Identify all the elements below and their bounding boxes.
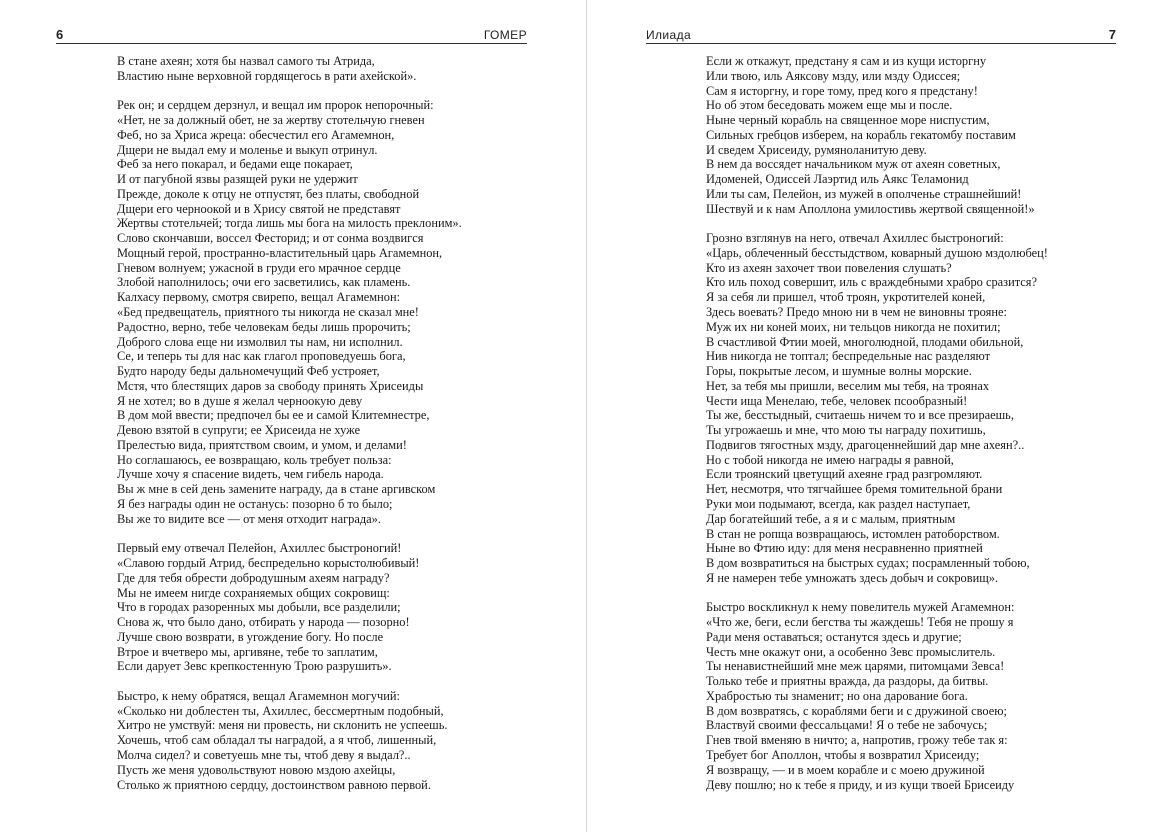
verse-line: Или ты сам, Пелейон, из мужей в ополченье страшнейший!: [706, 186, 1022, 201]
verse-line: Шествуй и к нам Аполлона умилостивь жертвой священной!»: [706, 201, 1035, 216]
verse-line: Феб за него покарал, и бедами еще покарает,: [117, 157, 353, 172]
verse-line: Я не хотел; во в душе я желал черноокую деву: [117, 393, 363, 408]
verse-line: В дом возвратясь, с кораблями беги и с дружиной своею;: [706, 703, 1007, 718]
verse-line: Дщери не выдал ему и моленье и выкуп отринул.: [117, 142, 378, 157]
verse-line: Деву пошлю; но к тебе я приду, и из кущи твоей Брисеиду: [706, 777, 1015, 792]
left-poem-text: [117, 54, 462, 792]
verse-line: Ты же, бесстыдный, считаешь ничем то и все презираешь,: [706, 408, 1014, 423]
page-spine-divider: [586, 0, 587, 832]
left-header-rule: [56, 43, 527, 44]
verse-line: Кто из ахеян захочет твои повеления слушать?: [706, 260, 952, 275]
right-poem-text: [706, 54, 1048, 792]
right-header-rule: [646, 43, 1116, 44]
left-page: [0, 0, 585, 832]
right-running-title: Илиада: [646, 28, 692, 42]
verse-line: Гнев твой вменяю в ничто; а, напротив, грожу тебе так я:: [706, 733, 1008, 748]
verse-line: Но с тобой никогда не имею награды я равной,: [706, 452, 954, 467]
verse-line: Властию ныне верховной гордящегось в рати ахейской».: [117, 68, 417, 83]
verse-line: Снова ж, что было дано, отбирать у народа — позорно!: [117, 615, 410, 630]
right-page-number: 7: [1108, 27, 1116, 42]
verse-line: Ты угрожаешь и мне, что мою ты награду похитишь,: [706, 423, 986, 438]
stanza-gap: [117, 674, 462, 689]
verse-line: Первый ему отвечал Пелейон, Ахиллес быстроногий!: [117, 541, 402, 556]
verse-line: Мощный герой, пространно-властительный царь Агамемнон,: [117, 245, 443, 260]
verse-line: Или твою, иль Аяксову мзду, или мзду Одиссея;: [706, 68, 961, 83]
verse-line: И от пагубной язвы разящей руки не удержит: [117, 172, 358, 187]
stanza-gap: [706, 216, 1048, 231]
verse-line: Гневом волнуем; ужасной в груди его мрачное сердце: [117, 260, 401, 275]
verse-line: Ради меня оставаться; останутся здесь и другие;: [706, 629, 962, 644]
verse-line: Слово скончавши, воссел Фесторид; и от сонма воздвигся: [117, 231, 424, 246]
verse-line: Вы ж мне в сей день замените награду, да в стане аргивском: [117, 482, 436, 497]
stanza-gap: [706, 586, 1048, 601]
verse-line: «Царь, облеченный бесстыдством, коварный душою мздолюбец!: [706, 245, 1048, 260]
verse-line: Ты ненавистнейший мне меж царями, питомцами Зевса!: [706, 659, 1005, 674]
verse-line: Мстя, что блестящих даров за свободу принять Хрисеиды: [117, 378, 424, 393]
verse-line: Дщери его черноокой и в Хрису святой не представят: [117, 201, 401, 216]
left-page-number: 6: [56, 27, 64, 42]
verse-line: Что в городах разоренных мы добыли, все разделили;: [117, 600, 401, 615]
verse-line: Идоменей, Одиссей Лаэртид иль Аякс Теламонид: [706, 172, 969, 187]
verse-line: Я без награды один не останусь: позорно б то было;: [117, 496, 393, 511]
verse-line: Но об этом беседовать можем еще мы и после.: [706, 98, 953, 113]
verse-line: Радостно, верно, тебе человекам беды лишь пророчить;: [117, 319, 411, 334]
verse-line: Прежде, доколе к отцу не отпустят, без платы, свободной: [117, 186, 420, 201]
verse-line: Мы не имеем нигде сохраняемых общих сокровищ:: [117, 585, 390, 600]
verse-line: Но соглашаюсь, ее возвращаю, коль требует польза:: [117, 452, 392, 467]
verse-line: Доброго слова еще ни измолвил ты нам, ни исполнил.: [117, 334, 403, 349]
verse-line: Я не намерен тебе умножать здесь добыч и сокровищ».: [706, 570, 999, 585]
verse-line: «Что же, беги, если бегства ты жаждешь! Тебя не прошу я: [706, 615, 1014, 630]
verse-line: Молча сидел? и советуешь мне ты, чтоб деву я выдал?..: [117, 747, 411, 762]
verse-line: Столько ж приятною сердцу, достоинством равною первой.: [117, 777, 431, 792]
verse-line: Храбростью ты знаменит; но она дарование бога.: [706, 688, 968, 703]
verse-line: Втрое и вчетверо мы, аргивяне, тебе то заплатим,: [117, 644, 378, 659]
left-running-head: [56, 27, 527, 43]
verse-line: В нем да воссядет начальником муж от ахеян советных,: [706, 157, 1001, 172]
verse-line: Кто иль поход совершит, иль с враждебными храбро сразится?: [706, 275, 1037, 290]
verse-line: В счастливой Фтии моей, многолюдной, плодами обильной,: [706, 334, 1024, 349]
verse-line: Вы же то видите все — от меня отходит награда».: [117, 511, 381, 526]
verse-line: В дом возвратиться на быстрых судах; посрамленный тобою,: [706, 556, 1030, 571]
verse-line: Если троянский цветущий ахеяне град разгромляют.: [706, 467, 983, 482]
verse-line: В стан не ропща возвращаюсь, истомлен ратоборством.: [706, 526, 1000, 541]
verse-line: «Сколько ни доблестен ты, Ахиллес, бессмертным подобный,: [117, 703, 444, 718]
verse-line: Се, и теперь ты для нас как глагол проповедуешь бога,: [117, 349, 406, 364]
right-running-head: [646, 27, 1116, 43]
verse-line: В дом мой ввести; предпочел бы ее и самой Клитемнестре,: [117, 408, 430, 423]
verse-line: Грозно взглянув на него, отвечал Ахиллес быстроногий:: [706, 231, 1004, 246]
verse-line: «Нет, не за должный обет, не за жертву стотельчую гневен: [117, 113, 425, 128]
verse-line: Здесь воевать? Предо мною ни в чем не виновны трояне:: [706, 305, 1007, 320]
verse-line: Быстро воскликнул к нему повелитель мужей Агамемнон:: [706, 600, 1015, 615]
verse-line: Честь мне окажут они, а особенно Зевс промыслитель.: [706, 644, 996, 659]
verse-line: Требует бог Аполлон, чтобы я возвратил Хрисеиду;: [706, 747, 980, 762]
verse-line: Феб, но за Хриса жреца: обесчестил его Агамемнон,: [117, 127, 395, 142]
verse-line: Нет, за тебя мы пришли, веселим мы тебя, на троянах: [706, 378, 990, 393]
verse-line: Дар богатейший тебе, а я и с малым, приятным: [706, 511, 956, 526]
verse-line: Ныне черный корабль на священное море ниспустим,: [706, 113, 990, 128]
verse-line: Ныне во Фтию иду: для меня несравненно приятней: [706, 541, 983, 556]
verse-line: В стане ахеян; хотя бы назвал самого ты Атрида,: [117, 54, 375, 68]
verse-line: Будто народу беды дальномечущий Феб устрояет,: [117, 364, 380, 379]
verse-line: Я возвращу, — и в моем корабле и с моею дружиной: [706, 762, 985, 777]
verse-line: Властвуй своими фессальцами! Я о тебе не забочусь;: [706, 718, 988, 733]
stanza-gap: [117, 84, 462, 99]
verse-line: Чести ища Менелаю, тебе, человек псообразный!: [706, 393, 968, 408]
left-running-title: ГОМЕР: [483, 28, 527, 42]
verse-line: Калхасу первому, смотря свирепо, вещал Агамемнон:: [117, 290, 401, 305]
verse-line: Где для тебя обрести добродушным ахеям награду?: [117, 570, 390, 585]
verse-line: Нет, несмотря, что тягчайшее бремя томительной брани: [706, 482, 1003, 497]
verse-line: Руки мои подымают, всегда, как раздел наступает,: [706, 496, 971, 511]
verse-line: Если дарует Зевс крепкостенную Трою разрушить».: [117, 659, 392, 674]
verse-line: Хочешь, чтоб сам обладал ты наградой, а я чтоб, лишенный,: [117, 733, 437, 748]
verse-line: Если ж откажут, предстану я сам и из кущи исторгну: [706, 54, 987, 68]
verse-line: Только тебе и приятны вражда, да раздоры, да битвы.: [706, 674, 989, 689]
verse-line: «Бед предвещатель, приятного ты никогда не сказал мне!: [117, 305, 419, 320]
verse-line: Прелестью вида, приятством своим, и умом, и делами!: [117, 437, 407, 452]
verse-line: Быстро, к нему обратяся, вещал Агамемнон могучий:: [117, 688, 400, 703]
verse-line: Злобой наполнилось; очи его засветились, как пламень.: [117, 275, 411, 290]
verse-line: Пусть же меня удовольствуют новою мздою ахейцы,: [117, 762, 396, 777]
right-page: [588, 0, 1173, 832]
verse-line: Жертвы стотельчей; тогда лишь мы бога на милость преклоним».: [117, 216, 462, 231]
verse-line: Лучше хочу я спасение видеть, чем гибель народа.: [117, 467, 384, 482]
verse-line: Я за себя ли пришел, чтоб троян, укротителей коней,: [706, 290, 986, 305]
verse-line: Сам я исторгну, и горе тому, пред кого я предстану!: [706, 83, 978, 98]
verse-line: Хитро не умствуй: меня ни провесть, ни склонить не успеешь.: [117, 718, 448, 733]
verse-line: Нив никогда не топтал; беспредельные нас разделяют: [706, 349, 991, 364]
verse-line: Девою взятой в супруги; ее Хрисеида не хуже: [117, 423, 361, 438]
verse-line: Сильных гребцов изберем, на корабль гекатомбу поставим: [706, 127, 1016, 142]
verse-line: Рек он; и сердцем дерзнул, и вещал им пророк непорочный:: [117, 98, 434, 113]
verse-line: Лучше свою возврати, в угождение богу. Но после: [117, 629, 384, 644]
verse-line: И сведем Хрисеиду, румяноланитую деву.: [706, 142, 927, 157]
verse-line: «Славою гордый Атрид, беспредельно корыстолюбивый!: [117, 556, 420, 571]
verse-line: Горы, покрытые лесом, и шумные волны морские.: [706, 364, 972, 379]
stanza-gap: [117, 527, 462, 542]
verse-line: Муж их ни коней моих, ни тельцов никогда не похитил;: [706, 319, 1001, 334]
verse-line: Подвигов тягостных мзду, драгоценнейший дар мне ахеян?..: [706, 437, 1025, 452]
